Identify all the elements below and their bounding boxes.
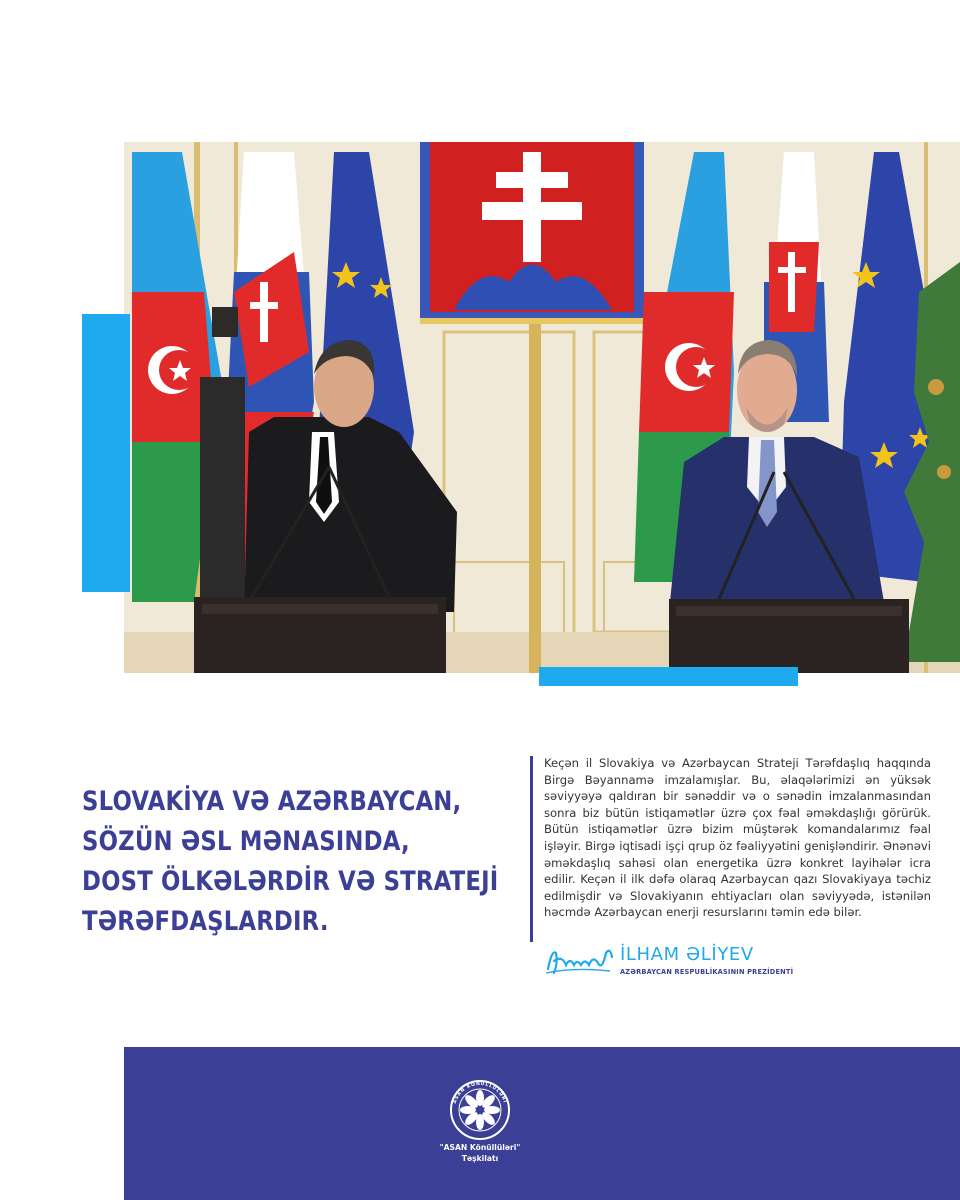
headline — [82, 782, 499, 942]
asan-volunteers-emblem-icon — [449, 1079, 511, 1141]
headline-line: SÖZÜN ƏSL MƏNASINDA, — [82, 826, 410, 857]
emblem-ring-text: ASAN KÖNÜLLÜLƏRİ — [452, 1081, 507, 1105]
signature-title: AZƏRBAYCAN RESPUBLİKASININ PREZİDENTİ — [620, 968, 794, 976]
signature-handwriting-icon — [544, 943, 616, 977]
headline-line: TƏRƏFDAŞLARDIR. — [82, 906, 329, 937]
signature-name: İLHAM ƏLİYEV — [620, 944, 754, 965]
footer — [124, 1047, 960, 1200]
org-name: "ASAN Könüllüləri" — [439, 1143, 521, 1152]
headline-line: SLOVAKİYA VƏ AZƏRBAYCAN, — [82, 786, 462, 817]
signature-block — [544, 943, 794, 979]
accent-bar-bottom — [539, 667, 798, 686]
org-subtitle: Təşkilatı — [461, 1154, 499, 1163]
accent-bar-left — [82, 314, 130, 592]
quote-divider — [530, 756, 533, 942]
headline-line: DOST ÖLKƏLƏRDİR VƏ STRATEJİ — [82, 866, 499, 897]
press-conference-photo — [124, 142, 960, 673]
quote-text: Keçən il Slovakiya və Azərbaycan Strateji Tərəfdaşlıq haqqında Birgə Bəyannamə imzalamışlar. Bu, əlaqələrimizi ən yüksək səviyyəyə qaldıran bir sənəddir və o sənədin imzalanmasından sonra biz bütün istiqamətlər üzrə çox fəal əməkdaşlığı görürük. Bütün istiqamətlər üzrə bizim müştərək komandalarımız fəal işləyir. Birgə iqtisadi işçi qrup öz fəaliyyətini genişləndirir. Ənənəvi əməkdaşlıq sahəsi olan energetika üzrə konkret layihələr icra edilir. Keçən il ilk dəfə olaraq Azərbaycan qazı Slovakiyaya təchiz edilmişdir və Slovakiyanın ehtiyacları olan səviyyədə, istənilən həcmdə Azərbaycan enerji resurslarını təmin edə bilər. — [544, 756, 931, 920]
